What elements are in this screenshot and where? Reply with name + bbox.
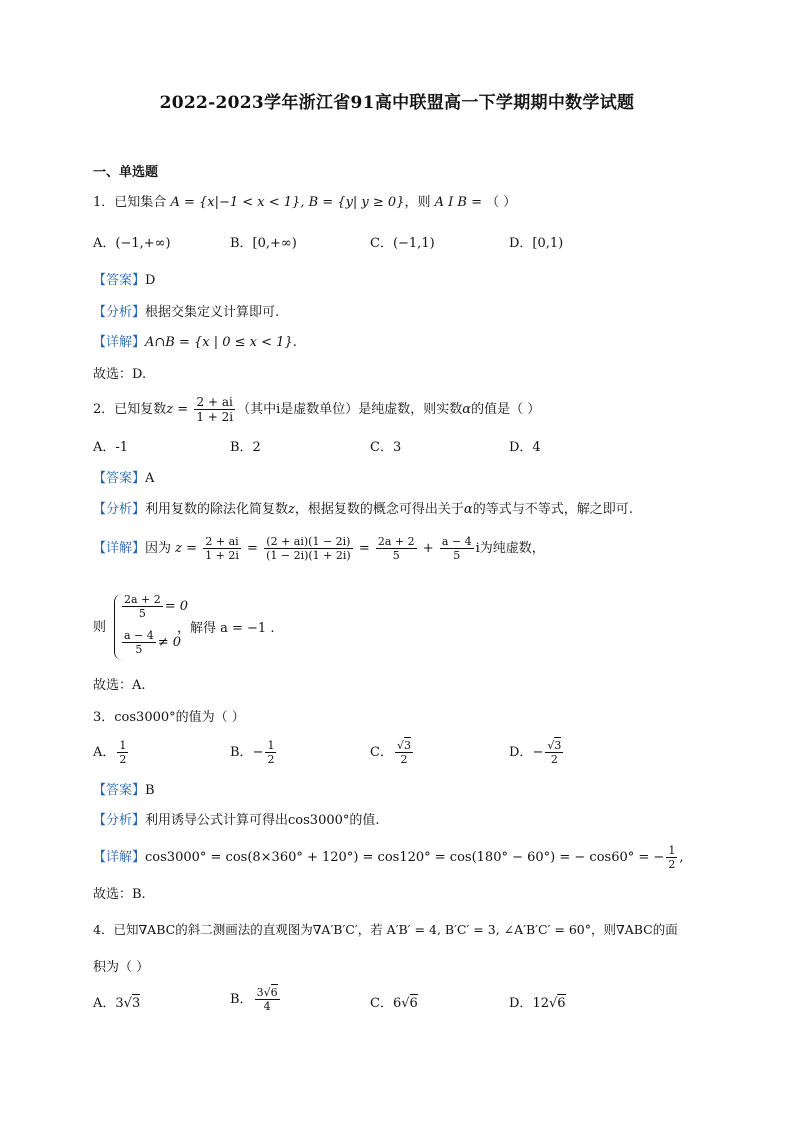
- q1-analysis: 【分析】根据交集定义计算即可.: [93, 305, 280, 320]
- q1-option-c: C．(−1,1): [370, 236, 435, 251]
- q3-stem: 3．cos3000°的值为（ ）: [93, 710, 245, 725]
- q2-system-eq1: $\frac{2a + 2}{5}$ = 0: [124, 593, 189, 620]
- q2-fraction: $\frac{2 + ai}{1 + 2i}$: [196, 395, 234, 424]
- q2-analysis: 【分析】利用复数的除法化简复数z，根据复数的概念可得出关于α的等式与不等式，解之即可.: [93, 502, 633, 517]
- q4-stem: 4．已知∇ABC的斜二测画法的直观图为∇A′B′C′，若 A′B′ = 4, B′C′ = 3, ∠A′B′C′ = 60°，则∇ABC的面: [93, 922, 678, 937]
- q2-option-b: B．2: [230, 440, 261, 455]
- q4-option-b: B． $\frac{3√6}{4}$: [230, 986, 278, 1013]
- q1-option-b: B．[0,+∞): [230, 236, 297, 251]
- q3-option-b: B．− $\frac{1}{2}$: [230, 739, 275, 766]
- q2-answer: 【答案】A: [93, 471, 155, 486]
- q1-detail: 【详解】A∩B = {x | 0 ≤ x < 1}.: [93, 335, 297, 350]
- q2-system-eq2: $\frac{a - 4}{5}$ ≠ 0: [124, 629, 182, 656]
- q3-option-a: A． $\frac{1}{2}$: [93, 739, 127, 766]
- q3-answer: 【答案】B: [93, 783, 155, 798]
- q2-detail: 【详解】因为 z = $\frac{2 + ai}{1 + 2i}$ = $\frac{(2 + ai)(1 - 2i)}{(1 - 2i)(1 + 2i)}$ = $\frac{2a + 2}{5}$ + $\frac{a - 4}{5}$ i为纯虚数，: [93, 535, 545, 562]
- q2-option-d: D．4: [509, 440, 541, 455]
- q2-solve: ，解得 a = −1 .: [177, 621, 275, 636]
- q4-stem-line2: 积为（ ）: [93, 960, 150, 975]
- q1-option-d: D．[0,1): [509, 236, 564, 251]
- q3-choose: 故选：B.: [93, 887, 146, 902]
- q1-stem: 1．已知集合 A = {x|−1 < x < 1}, B = {y| y ≥ 0}，则 A I B = （ ）: [93, 195, 517, 210]
- q3-option-d: D．− $\frac{√3}{2}$: [509, 739, 562, 766]
- q1-choose: 故选：D.: [93, 367, 147, 382]
- q3-detail: 【详解】cos3000° = cos(8×360° + 120°) = cos120° = cos(180° − 60°) = − cos60° = − $\frac{1}{2}$ ,: [93, 844, 684, 871]
- q4-option-c: C．6√6: [370, 996, 418, 1011]
- q1-answer: 【答案】D: [93, 273, 156, 288]
- q3-analysis: 【分析】利用诱导公式计算可得出cos3000°的值.: [93, 813, 380, 828]
- q2-option-c: C．3: [370, 440, 402, 455]
- q2-then: 则: [93, 620, 107, 635]
- q4-option-a: A．3√3: [93, 996, 141, 1011]
- q3-option-c: C． $\frac{√3}{2}$: [370, 739, 411, 766]
- document-title: 2022-2023学年浙江省91高中联盟高一下学期期中数学试题: [159, 93, 635, 113]
- q2-choose: 故选：A.: [93, 678, 146, 693]
- section-heading: 一、单选题: [93, 165, 159, 180]
- q2-stem: 2．已知复数z = $\frac{2 + ai}{1 + 2i}$ （其中i是虚数单位）是纯虚数，则实数α的值是（ ）: [93, 395, 541, 424]
- q4-option-d: D．12√6: [509, 996, 566, 1011]
- q1-option-a: A．(−1,+∞): [93, 236, 171, 251]
- q2-option-a: A．-1: [93, 440, 129, 455]
